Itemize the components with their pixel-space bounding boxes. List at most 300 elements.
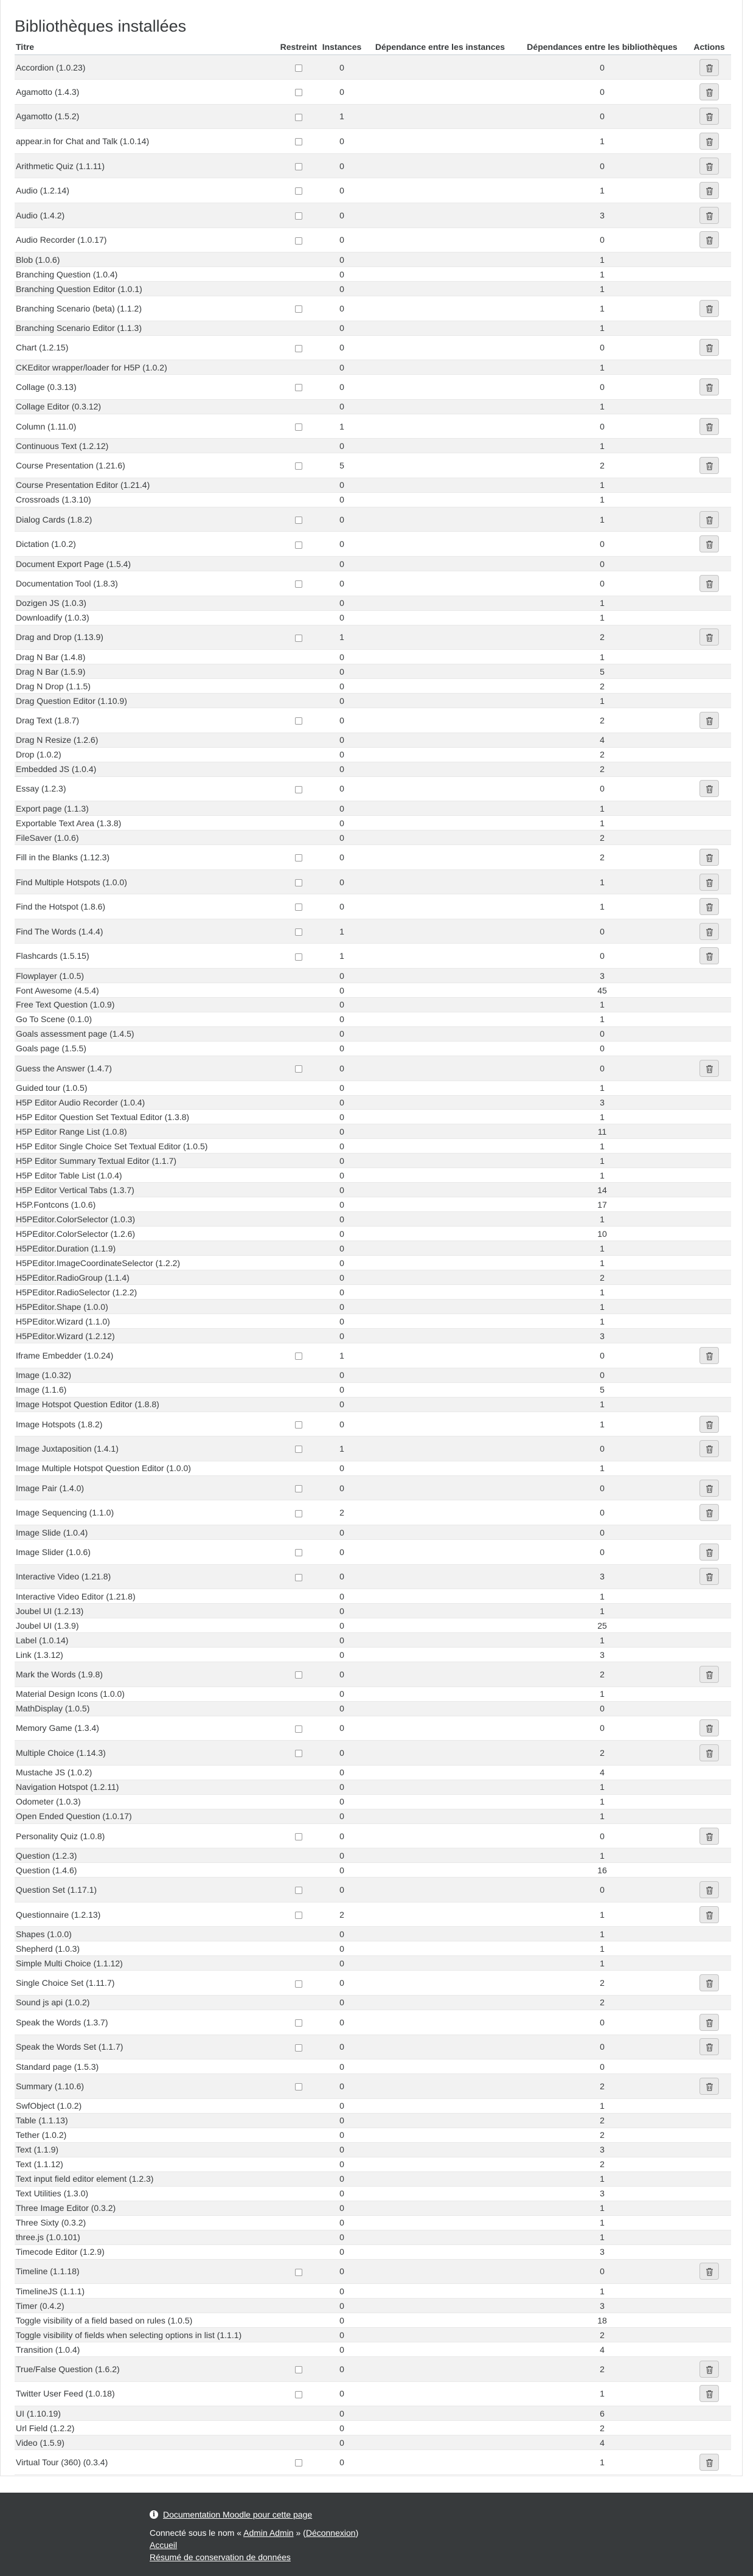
delete-library-button[interactable] xyxy=(699,2385,719,2402)
actions-cell xyxy=(687,2244,731,2259)
restricted-cell xyxy=(277,816,321,830)
deps-libraries-cell: 0 xyxy=(600,1063,605,1073)
data-retention-summary-link[interactable]: Résumé de conservation de données xyxy=(150,2552,291,2562)
restricted-cell xyxy=(277,1285,321,1300)
delete-library-button[interactable] xyxy=(699,1881,719,1898)
table-row xyxy=(15,1300,731,1314)
restricted-cell xyxy=(277,1241,321,1256)
table-row xyxy=(15,453,731,478)
delete-library-button[interactable] xyxy=(699,1416,719,1433)
delete-library-button[interactable] xyxy=(699,947,719,964)
trash-icon xyxy=(706,928,713,936)
col-header-title[interactable]: Titre xyxy=(15,39,277,55)
restricted-checkbox[interactable] xyxy=(295,2019,302,2027)
actions-cell xyxy=(687,335,731,360)
library-title-cell: Drag Text (1.8.7) xyxy=(16,715,80,725)
table-row xyxy=(15,1765,731,1780)
delete-library-button[interactable] xyxy=(699,418,719,435)
table-row xyxy=(15,203,731,228)
actions-cell xyxy=(687,1589,731,1604)
delete-library-button[interactable] xyxy=(699,133,719,150)
actions-cell xyxy=(687,2230,731,2244)
restricted-cell xyxy=(277,1343,321,1368)
deps-libraries-cell: 1 xyxy=(600,362,605,372)
delete-library-button[interactable] xyxy=(699,59,719,76)
restricted-checkbox[interactable] xyxy=(295,462,302,470)
library-title-cell: Continuous Text (1.2.12) xyxy=(16,440,109,451)
restricted-cell xyxy=(277,1270,321,1285)
delete-library-button[interactable] xyxy=(699,874,719,891)
table-row xyxy=(15,610,731,625)
deps-instances-cell xyxy=(363,1648,517,1662)
restricted-checkbox[interactable] xyxy=(295,879,302,886)
restricted-cell xyxy=(277,1564,321,1589)
restricted-cell xyxy=(277,2128,321,2142)
restricted-cell xyxy=(277,1081,321,1095)
restricted-cell xyxy=(277,650,321,664)
instances-cell: 0 xyxy=(339,1865,344,1875)
instances-cell: 0 xyxy=(339,1620,344,1631)
instances-cell: 0 xyxy=(339,2437,344,2448)
deps-instances-cell xyxy=(363,998,517,1012)
library-title-cell: Font Awesome (4.5.4) xyxy=(16,985,99,995)
actions-cell xyxy=(687,1154,731,1168)
library-title-cell: Branching Question Editor (1.0.1) xyxy=(16,284,142,294)
delete-library-button[interactable] xyxy=(699,1666,719,1683)
restricted-cell xyxy=(277,296,321,321)
deps-instances-cell xyxy=(363,1589,517,1604)
library-title-cell: CKEditor wrapper/loader for H5P (1.0.2) xyxy=(16,362,167,372)
restricted-checkbox[interactable] xyxy=(295,1421,302,1429)
library-title-cell: H5P Editor Vertical Tabs (1.3.7) xyxy=(16,1185,134,1195)
deps-libraries-cell: 5 xyxy=(600,1385,605,1395)
library-title-cell: Three Sixty (0.3.2) xyxy=(16,2218,86,2228)
instances-cell: 0 xyxy=(339,1850,344,1861)
restricted-cell xyxy=(277,507,321,532)
instances-cell: 0 xyxy=(339,86,344,97)
instances-cell: 0 xyxy=(339,514,344,524)
table-row xyxy=(15,507,731,532)
actions-cell xyxy=(687,2328,731,2342)
library-title-cell: Image Pair (1.4.0) xyxy=(16,1483,85,1493)
restricted-checkbox[interactable] xyxy=(295,1750,302,1757)
table-row xyxy=(15,1475,731,1500)
restricted-checkbox[interactable] xyxy=(295,2269,302,2276)
delete-library-button[interactable] xyxy=(699,2038,719,2055)
table-row xyxy=(15,228,731,252)
col-header-instances[interactable]: Instances xyxy=(321,39,363,55)
deps-instances-cell xyxy=(363,2059,517,2074)
actions-cell xyxy=(687,1564,731,1589)
restricted-checkbox[interactable] xyxy=(295,64,302,72)
deps-libraries-cell: 1 xyxy=(600,1316,605,1326)
restricted-cell xyxy=(277,203,321,228)
deps-instances-cell xyxy=(363,944,517,969)
restricted-checkbox[interactable] xyxy=(295,1352,302,1360)
delete-library-button[interactable] xyxy=(699,1828,719,1845)
restricted-checkbox[interactable] xyxy=(295,517,302,524)
delete-library-button[interactable] xyxy=(699,300,719,317)
col-header-deps-instances[interactable]: Dépendance entre les instances xyxy=(363,39,517,55)
restricted-checkbox[interactable] xyxy=(295,138,302,145)
deps-instances-cell xyxy=(363,1183,517,1197)
table-row xyxy=(15,2215,731,2230)
logout-link[interactable]: Déconnexion xyxy=(305,2528,356,2538)
delete-library-button[interactable] xyxy=(699,2014,719,2031)
deps-libraries-cell: 0 xyxy=(600,111,605,122)
delete-library-button[interactable] xyxy=(699,2263,719,2280)
actions-cell xyxy=(687,2201,731,2215)
deps-libraries-cell: 25 xyxy=(597,1620,607,1631)
restricted-checkbox[interactable] xyxy=(295,1887,302,1894)
table-row xyxy=(15,1110,731,1124)
deps-instances-cell xyxy=(363,55,517,80)
restricted-checkbox[interactable] xyxy=(295,2391,302,2398)
restricted-checkbox[interactable] xyxy=(295,89,302,96)
restricted-cell xyxy=(277,801,321,816)
table-row xyxy=(15,2186,731,2201)
restricted-cell xyxy=(277,2113,321,2128)
restricted-checkbox[interactable] xyxy=(295,384,302,391)
actions-cell xyxy=(687,1081,731,1095)
deps-libraries-cell: 0 xyxy=(600,951,605,961)
actions-cell xyxy=(687,178,731,203)
restricted-cell xyxy=(277,1971,321,1996)
restricted-cell xyxy=(277,492,321,507)
deps-instances-cell xyxy=(363,1124,517,1139)
instances-cell: 0 xyxy=(339,1385,344,1395)
actions-cell xyxy=(687,2435,731,2450)
delete-library-button[interactable] xyxy=(699,712,719,729)
delete-library-button[interactable] xyxy=(699,2454,719,2471)
library-title-cell: H5P Editor Single Choice Set Textual Editor (1.0.5) xyxy=(16,1141,208,1151)
instances-cell: 0 xyxy=(339,1287,344,1297)
library-title-cell: Drag Question Editor (1.10.9) xyxy=(16,695,127,706)
library-title-cell: Agamotto (1.4.3) xyxy=(16,86,80,97)
library-title-cell: Audio (1.2.14) xyxy=(16,186,69,196)
table-row xyxy=(15,1412,731,1436)
delete-library-button[interactable] xyxy=(699,849,719,866)
actions-cell xyxy=(687,129,731,154)
deps-instances-cell xyxy=(363,360,517,375)
delete-library-button[interactable] xyxy=(699,339,719,356)
restricted-checkbox[interactable] xyxy=(295,237,302,245)
delete-library-button[interactable] xyxy=(699,898,719,915)
deps-instances-cell xyxy=(363,1540,517,1565)
restricted-cell xyxy=(277,1741,321,1766)
delete-library-button[interactable] xyxy=(699,1719,719,1736)
actions-cell xyxy=(687,1848,731,1863)
delete-library-button[interactable] xyxy=(699,83,719,100)
trash-icon xyxy=(706,1509,713,1517)
restricted-checkbox[interactable] xyxy=(295,1574,302,1581)
library-title-cell: Video (1.5.9) xyxy=(16,2437,64,2448)
delete-library-button[interactable] xyxy=(699,1974,719,1991)
library-title-cell: Dictation (1.0.2) xyxy=(16,539,76,549)
deps-libraries-cell: 0 xyxy=(600,381,605,392)
restricted-cell xyxy=(277,762,321,776)
library-title-cell: Label (1.0.14) xyxy=(16,1635,69,1645)
deps-libraries-cell: 4 xyxy=(600,735,605,745)
restricted-cell xyxy=(277,1540,321,1565)
actions-cell xyxy=(687,2406,731,2421)
library-title-cell: Text Utilities (1.3.0) xyxy=(16,2188,89,2199)
deps-libraries-cell: 1 xyxy=(600,402,605,412)
table-row xyxy=(15,1285,731,1300)
restricted-checkbox[interactable] xyxy=(295,2459,302,2466)
restricted-cell xyxy=(277,708,321,733)
deps-instances-cell xyxy=(363,694,517,708)
restricted-checkbox[interactable] xyxy=(295,786,302,793)
actions-cell xyxy=(687,1041,731,1056)
deps-instances-cell xyxy=(363,267,517,282)
deps-libraries-cell: 1 xyxy=(600,269,605,279)
table-row xyxy=(15,1878,731,1902)
actions-cell xyxy=(687,1956,731,1971)
actions-cell xyxy=(687,762,731,776)
table-row xyxy=(15,1956,731,1971)
deps-libraries-cell: 1 xyxy=(600,1214,605,1224)
delete-library-button[interactable] xyxy=(699,158,719,175)
delete-library-button[interactable] xyxy=(699,2361,719,2378)
instances-cell: 0 xyxy=(339,269,344,279)
deps-instances-cell xyxy=(363,2186,517,2201)
deps-instances-cell xyxy=(363,1412,517,1436)
delete-library-button[interactable] xyxy=(699,1440,719,1457)
restricted-checkbox[interactable] xyxy=(295,423,302,431)
deps-libraries-cell: 0 xyxy=(600,1704,605,1714)
instances-cell: 0 xyxy=(339,1126,344,1137)
deps-instances-cell xyxy=(363,1741,517,1766)
deps-libraries-cell: 2 xyxy=(600,1997,605,2008)
restricted-checkbox[interactable] xyxy=(295,635,302,642)
delete-library-button[interactable] xyxy=(699,1504,719,1521)
restricted-checkbox[interactable] xyxy=(295,1485,302,1492)
actions-cell xyxy=(687,1110,731,1124)
actions-cell xyxy=(687,596,731,610)
table-row xyxy=(15,679,731,694)
delete-library-button[interactable] xyxy=(699,1480,719,1497)
instances-cell: 0 xyxy=(339,1748,344,1758)
restricted-checkbox[interactable] xyxy=(295,1671,302,1679)
restricted-checkbox[interactable] xyxy=(295,305,302,313)
deps-instances-cell xyxy=(363,1041,517,1056)
deps-instances-cell xyxy=(363,1382,517,1397)
instances-cell: 0 xyxy=(339,303,344,313)
library-title-cell: Exportable Text Area (1.3.8) xyxy=(16,818,122,828)
restricted-checkbox[interactable] xyxy=(295,953,302,961)
restricted-cell xyxy=(277,998,321,1012)
restricted-cell xyxy=(277,414,321,439)
restricted-checkbox[interactable] xyxy=(295,1446,302,1453)
trash-icon xyxy=(706,236,713,245)
delete-library-button[interactable] xyxy=(699,182,719,199)
table-row xyxy=(15,1368,731,1382)
deps-instances-cell xyxy=(363,969,517,983)
restricted-cell xyxy=(277,2435,321,2450)
restricted-checkbox[interactable] xyxy=(295,163,302,170)
deps-instances-cell xyxy=(363,1941,517,1956)
library-title-cell: Speak the Words (1.3.7) xyxy=(16,2017,108,2027)
trash-icon xyxy=(706,1979,713,1988)
restricted-checkbox[interactable] xyxy=(295,717,302,725)
delete-library-button[interactable] xyxy=(699,231,719,248)
delete-library-button[interactable] xyxy=(699,511,719,528)
instances-cell: 0 xyxy=(339,1483,344,1493)
table-row xyxy=(15,969,731,983)
delete-library-button[interactable] xyxy=(699,1544,719,1561)
delete-library-button[interactable] xyxy=(699,1744,719,1761)
page-footer xyxy=(0,2493,753,2576)
restricted-cell xyxy=(277,1794,321,1809)
instances-cell: 0 xyxy=(339,1029,344,1039)
restricted-cell xyxy=(277,178,321,203)
instances-cell: 1 xyxy=(339,421,344,431)
library-title-cell: Free Text Question (1.0.9) xyxy=(16,1000,115,1010)
moodle-docs-link[interactable]: Documentation Moodle pour cette page xyxy=(163,2510,313,2519)
deps-instances-cell xyxy=(363,801,517,816)
instances-cell: 0 xyxy=(339,818,344,828)
deps-instances-cell xyxy=(363,1475,517,1500)
deps-instances-cell xyxy=(363,1662,517,1687)
delete-library-button[interactable] xyxy=(699,1568,719,1585)
library-title-cell: Timecode Editor (1.2.9) xyxy=(16,2247,105,2257)
actions-cell xyxy=(687,1382,731,1397)
delete-library-button[interactable] xyxy=(699,1060,719,1077)
table-row xyxy=(15,2328,731,2342)
instances-cell: 0 xyxy=(339,480,344,490)
restricted-checkbox[interactable] xyxy=(295,903,302,911)
instances-cell: 0 xyxy=(339,1572,344,1582)
actions-cell xyxy=(687,2357,731,2382)
restricted-cell xyxy=(277,571,321,596)
library-title-cell: Personality Quiz (1.0.8) xyxy=(16,1831,105,1841)
deps-libraries-cell: 1 xyxy=(600,2232,605,2243)
restricted-checkbox[interactable] xyxy=(295,580,302,588)
restricted-cell xyxy=(277,1110,321,1124)
restricted-checkbox[interactable] xyxy=(295,2083,302,2090)
library-title-cell: Find The Words (1.4.4) xyxy=(16,926,103,936)
library-title-cell: H5PEditor.Shape (1.0.0) xyxy=(16,1301,108,1312)
library-title-cell: Go To Scene (0.1.0) xyxy=(16,1014,92,1025)
library-title-cell: Branching Question (1.0.4) xyxy=(16,269,118,279)
delete-library-button[interactable] xyxy=(699,780,719,797)
restricted-cell xyxy=(277,1212,321,1227)
restricted-checkbox[interactable] xyxy=(295,345,302,352)
library-title-cell: Collage Editor (0.3.12) xyxy=(16,402,102,412)
deps-instances-cell xyxy=(363,776,517,801)
deps-libraries-cell: 4 xyxy=(600,2344,605,2355)
delete-library-button[interactable] xyxy=(699,575,719,592)
actions-cell xyxy=(687,507,731,532)
delete-library-button[interactable] xyxy=(699,2078,719,2095)
restricted-cell xyxy=(277,2357,321,2382)
delete-library-button[interactable] xyxy=(699,535,719,552)
deps-libraries-cell: 11 xyxy=(597,1126,607,1137)
actions-cell xyxy=(687,360,731,375)
restricted-checkbox[interactable] xyxy=(295,541,302,549)
instances-cell: 0 xyxy=(339,1000,344,1010)
delete-library-button[interactable] xyxy=(699,108,719,125)
deps-instances-cell xyxy=(363,414,517,439)
restricted-checkbox[interactable] xyxy=(295,1980,302,1988)
library-title-cell: Flashcards (1.5.15) xyxy=(16,951,89,961)
deps-libraries-cell: 3 xyxy=(600,2145,605,2155)
restricted-cell xyxy=(277,2098,321,2113)
library-title-cell: Iframe Embedder (1.0.24) xyxy=(16,1351,114,1361)
table-row xyxy=(15,1564,731,1589)
restricted-cell xyxy=(277,869,321,894)
restricted-checkbox[interactable] xyxy=(295,1510,302,1517)
delete-library-button[interactable] xyxy=(699,628,719,646)
deps-instances-cell xyxy=(363,1500,517,1525)
delete-library-button[interactable] xyxy=(699,457,719,474)
library-title-cell: appear.in for Chat and Talk (1.0.14) xyxy=(16,136,150,147)
library-title-cell: Branching Scenario Editor (1.1.3) xyxy=(16,323,142,333)
table-row xyxy=(15,2357,731,2382)
restricted-checkbox[interactable] xyxy=(295,928,302,936)
restricted-checkbox[interactable] xyxy=(295,212,302,220)
library-title-cell: Goals page (1.5.5) xyxy=(16,1043,86,1054)
deps-libraries-cell: 3 xyxy=(600,1572,605,1582)
restricted-checkbox[interactable] xyxy=(295,1912,302,1919)
library-title-cell: Guess the Answer (1.4.7) xyxy=(16,1063,112,1073)
deps-instances-cell xyxy=(363,2357,517,2382)
restricted-cell xyxy=(277,2342,321,2357)
library-title-cell: Goals assessment page (1.4.5) xyxy=(16,1029,134,1039)
deps-libraries-cell: 1 xyxy=(600,1258,605,1268)
libraries-table-body xyxy=(15,55,731,2474)
restricted-checkbox[interactable] xyxy=(295,854,302,862)
actions-cell xyxy=(687,1687,731,1701)
restricted-checkbox[interactable] xyxy=(295,1833,302,1840)
deps-libraries-cell: 6 xyxy=(600,2408,605,2418)
deps-libraries-cell: 1 xyxy=(600,303,605,313)
delete-library-button[interactable] xyxy=(699,1906,719,1923)
restricted-checkbox[interactable] xyxy=(295,2044,302,2052)
restricted-checkbox[interactable] xyxy=(295,187,302,195)
deps-instances-cell xyxy=(363,747,517,762)
instances-cell: 0 xyxy=(339,539,344,549)
trash-icon xyxy=(706,1911,713,1920)
delete-library-button[interactable] xyxy=(699,378,719,395)
home-link[interactable]: Accueil xyxy=(150,2540,178,2550)
actions-cell xyxy=(687,1168,731,1183)
delete-library-button[interactable] xyxy=(699,207,719,224)
restricted-checkbox[interactable] xyxy=(295,1725,302,1733)
actions-cell xyxy=(687,2142,731,2157)
restricted-cell xyxy=(277,1124,321,1139)
col-header-restricted[interactable]: Restreint xyxy=(277,39,321,55)
delete-library-button[interactable] xyxy=(699,923,719,940)
restricted-cell xyxy=(277,2201,321,2215)
table-row xyxy=(15,80,731,105)
restricted-checkbox[interactable] xyxy=(295,1065,302,1073)
trash-icon xyxy=(706,2459,713,2467)
restricted-checkbox[interactable] xyxy=(295,2366,302,2373)
restricted-checkbox[interactable] xyxy=(295,1549,302,1556)
restricted-cell xyxy=(277,1604,321,1618)
delete-library-button[interactable] xyxy=(699,1347,719,1364)
col-header-deps-libraries[interactable]: Dépendances entre les bibliothèques xyxy=(517,39,687,55)
user-profile-link[interactable]: Admin Admin xyxy=(243,2528,294,2538)
restricted-checkbox[interactable] xyxy=(295,114,302,121)
instances-cell: 0 xyxy=(339,1797,344,1807)
deps-libraries-cell: 1 xyxy=(600,613,605,623)
actions-cell xyxy=(687,2074,731,2099)
restricted-cell xyxy=(277,104,321,129)
instances-cell: 0 xyxy=(339,1301,344,1312)
